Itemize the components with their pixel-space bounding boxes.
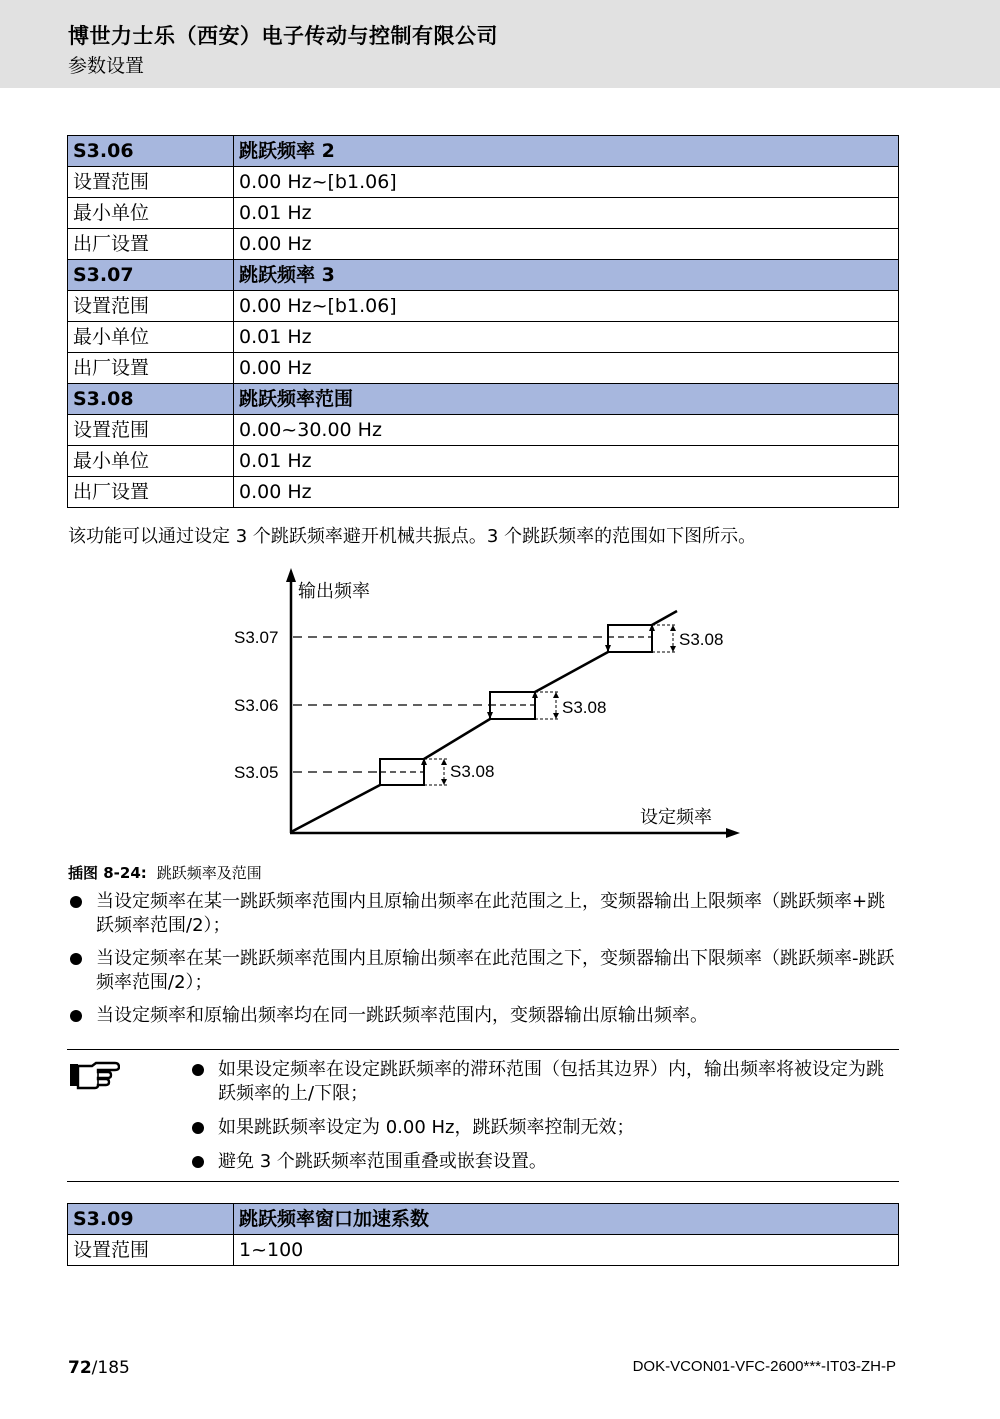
band-label: S3.08 — [679, 630, 724, 649]
row-value: 0.00~30.00 Hz — [234, 415, 899, 446]
list-item — [190, 1116, 900, 1140]
skip-band-box-3 — [608, 625, 652, 652]
table-row — [68, 1235, 899, 1266]
list-item — [68, 947, 900, 995]
dimension-arrow-icon — [441, 759, 447, 765]
param-name: 跳跃频率 3 — [234, 260, 899, 291]
table-row — [68, 353, 899, 384]
bullet-list — [68, 890, 900, 1037]
note-divider-top — [67, 1049, 899, 1050]
dimension-arrow-icon — [670, 625, 676, 631]
parameter-table-s306-s308 — [67, 135, 899, 508]
note-divider-bottom — [67, 1181, 899, 1182]
table-header-row — [68, 136, 899, 167]
dimension-arrow-icon — [553, 692, 559, 698]
pointing-hand-icon — [68, 1060, 120, 1090]
row-label: 最小单位 — [68, 446, 234, 477]
list-item-text: 避免 3 个跳跃频率范围重叠或嵌套设置。 — [218, 1151, 547, 1172]
table-row — [68, 229, 899, 260]
table-row — [68, 446, 899, 477]
row-label: 设置范围 — [68, 167, 234, 198]
row-label: 出厂设置 — [68, 353, 234, 384]
row-label: 出厂设置 — [68, 477, 234, 508]
bullet-dot-icon — [70, 953, 82, 965]
bullet-dot-icon — [192, 1064, 204, 1076]
bullet-dot-icon — [70, 1010, 82, 1022]
table-row — [68, 322, 899, 353]
band-label: S3.08 — [562, 698, 607, 717]
x-axis-label: 设定频率 — [640, 807, 712, 828]
table-header-row — [68, 1204, 899, 1235]
param-name: 跳跃频率 2 — [234, 136, 899, 167]
bullet-dot-icon — [70, 896, 82, 908]
list-item-text: 当设定频率和原输出频率均在同一跳跃频率范围内，变频器输出原输出频率。 — [96, 1005, 708, 1026]
y-axis-label: 输出频率 — [298, 581, 370, 602]
param-code: S3.07 — [68, 260, 234, 291]
list-item-text: 当设定频率在某一跳跃频率范围内且原输出频率在此范围之上，变频器输出上限频率（跳跃频率+跳跃频率范围/2）； — [96, 891, 886, 936]
row-label: 设置范围 — [68, 415, 234, 446]
table-header-row — [68, 260, 899, 291]
table-row — [68, 167, 899, 198]
row-label: 出厂设置 — [68, 229, 234, 260]
row-label: 设置范围 — [68, 291, 234, 322]
row-value: 0.00 Hz — [234, 353, 899, 384]
list-item — [190, 1150, 900, 1174]
y-axis-arrow-icon — [286, 568, 296, 582]
row-value: 0.00 Hz — [234, 477, 899, 508]
list-item-text: 如果跳跃频率设定为 0.00 Hz，跳跃频率控制无效； — [218, 1117, 635, 1138]
note-list — [190, 1058, 900, 1184]
row-value: 0.00 Hz~[b1.06] — [234, 167, 899, 198]
level-label-s306: S3.06 — [234, 696, 279, 715]
table-row — [68, 291, 899, 322]
page-number — [68, 1358, 130, 1378]
x-axis-arrow-icon — [726, 828, 740, 838]
param-code: S3.09 — [68, 1204, 234, 1235]
row-value: 0.01 Hz — [234, 446, 899, 477]
table-header-row — [68, 384, 899, 415]
row-label: 设置范围 — [68, 1235, 234, 1266]
figure-title: 跳跃频率及范围 — [156, 864, 262, 882]
list-item — [68, 890, 900, 938]
list-item-text: 如果设定频率在设定跳跃频率的滞环范围（包括其边界）内，输出频率将被设定为跳跃频率的上/下限； — [218, 1059, 884, 1104]
level-label-s305: S3.05 — [234, 763, 279, 782]
table-row — [68, 477, 899, 508]
page-header — [0, 0, 1000, 88]
figure-caption — [68, 862, 262, 883]
table-row — [68, 415, 899, 446]
list-item — [190, 1058, 900, 1106]
dimension-arrow-icon — [670, 646, 676, 652]
list-item-text: 当设定频率在某一跳跃频率范围内且原输出频率在此范围之下，变频器输出下限频率（跳跃频率-跳跃频率范围/2）； — [96, 948, 895, 993]
skip-frequency-diagram — [0, 560, 1000, 850]
page-current: 72 — [68, 1358, 92, 1378]
row-value: 0.01 Hz — [234, 198, 899, 229]
table-row — [68, 198, 899, 229]
dimension-arrow-icon — [441, 779, 447, 785]
band-label: S3.08 — [450, 762, 495, 781]
bullet-dot-icon — [192, 1122, 204, 1134]
level-label-s307: S3.07 — [234, 628, 279, 647]
row-value: 1~100 — [234, 1235, 899, 1266]
param-name: 跳跃频率窗口加速系数 — [234, 1204, 899, 1235]
param-code: S3.06 — [68, 136, 234, 167]
param-name: 跳跃频率范围 — [234, 384, 899, 415]
figure-number: 插图 8-24: — [68, 864, 147, 882]
dimension-arrow-icon — [553, 713, 559, 719]
document-id: DOK-VCON01-VFC-2600***-IT03-ZH-P — [632, 1358, 896, 1375]
parameter-table-s309 — [67, 1203, 899, 1266]
row-value: 0.01 Hz — [234, 322, 899, 353]
row-label: 最小单位 — [68, 322, 234, 353]
company-name: 博世力士乐（西安）电子传动与控制有限公司 — [68, 24, 498, 48]
section-title: 参数设置 — [68, 55, 145, 77]
list-item — [68, 1004, 900, 1028]
row-label: 最小单位 — [68, 198, 234, 229]
row-value: 0.00 Hz~[b1.06] — [234, 291, 899, 322]
intro-text: 该功能可以通过设定 3 个跳跃频率避开机械共振点。3 个跳跃频率的范围如下图所示。 — [68, 526, 757, 547]
row-value: 0.00 Hz — [234, 229, 899, 260]
bullet-dot-icon — [192, 1156, 204, 1168]
page-total: /185 — [91, 1358, 130, 1378]
param-code: S3.08 — [68, 384, 234, 415]
